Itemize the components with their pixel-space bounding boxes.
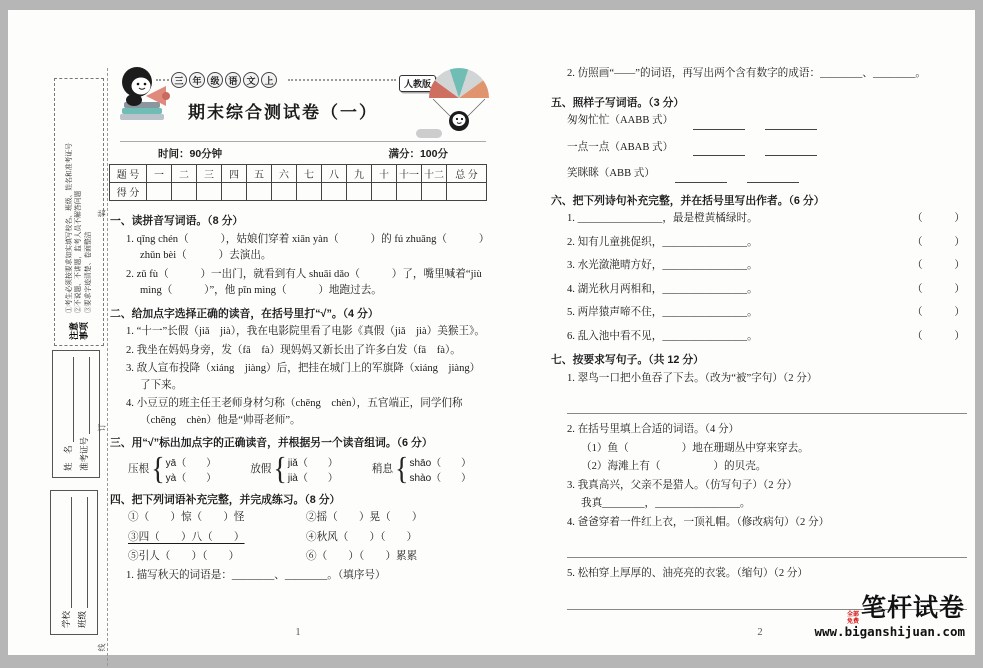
score-cell — [222, 183, 247, 201]
score-cell — [397, 183, 422, 201]
notice-label: 注意事项 — [69, 321, 89, 340]
school-blank — [63, 497, 72, 608]
binding-char: 订 — [97, 423, 107, 432]
brand-row — [814, 588, 965, 626]
section-1-title: 一、读拼音写词语。（8 分） — [110, 215, 244, 227]
poem-text: 4. 湖光秋月两相和，________________。 — [567, 283, 758, 295]
score-col-header: 三 — [197, 165, 222, 183]
exam-no-label: 准考证号 — [79, 436, 90, 471]
question-line: 1. 翠鸟一口把小鱼吞了下去。（改为“被”字句）（2 分） — [567, 372, 818, 384]
score-col-header: 总 分 — [447, 165, 487, 183]
pinyin-option: yā（ ） — [165, 457, 217, 469]
brand-name: 笔杆试卷 — [860, 594, 965, 622]
base-word: 放假 — [250, 464, 272, 476]
question-line: 2. 我坐在妈妈身旁，发（fā fà）现妈妈又新长出了许多白发（fā fà）。 — [126, 344, 461, 356]
score-cell — [197, 183, 222, 201]
score-table — [109, 164, 487, 201]
pinyin-option: shào（ ） — [409, 472, 472, 484]
grade-bubble: 语 — [225, 72, 241, 88]
brand-logo — [814, 588, 965, 639]
question-line: 2. 仿照画“——”的词语，再写出两个含有数字的成语：________、________。 — [567, 68, 926, 79]
notice-item: ③要求字迹清楚、卷面整洁 — [84, 231, 92, 313]
grade-bubble: 年 — [189, 72, 205, 88]
score-row-label: 得 分 — [110, 183, 147, 201]
pattern-example: 笑眯眯（ABB 式） — [567, 168, 655, 179]
page-number: 1 — [295, 627, 301, 638]
word-item: ①（ ）惊（ ）怪 — [128, 512, 245, 523]
grade-bubble: 级 — [207, 72, 223, 88]
score-col-header: 二 — [172, 165, 197, 183]
header-rule — [120, 141, 486, 142]
score-cell — [247, 183, 272, 201]
score-col-header: 八 — [322, 165, 347, 183]
score-col-header: 九 — [347, 165, 372, 183]
pinyin-option: jiǎ（ ） — [287, 457, 338, 469]
author-bracket: （ ） — [912, 330, 965, 342]
pattern-word-row — [567, 140, 969, 157]
sub-question-line: （2）海滩上有（ ）的贝壳。 — [581, 461, 767, 472]
word-item-underlined: ③四（ ）八（ ） — [128, 531, 245, 543]
answer-blank — [765, 143, 817, 156]
word-item: ⑥（ ）（ ）累累 — [306, 551, 418, 562]
question-line: 5. 松柏穿上厚厚的、油亮亮的衣裳。（缩句）（2 分） — [567, 568, 808, 579]
word-completion-grid — [128, 510, 486, 566]
poem-text: 6. 乱入池中看不见，________________。 — [567, 330, 758, 342]
question-line: 2. zǔ fù（ ）一出门，就看到有人 shuāi dǎo（ ）了，嘴里喊着“jiù mìng（ ）”，他 pīn mìng（ ）地跑过去。 — [126, 268, 482, 296]
answer-blank — [747, 170, 799, 183]
poem-text: 1. ________________，最是橙黄橘绿时。 — [567, 213, 758, 224]
question-line: 1. “十一”长假（jiǎ jià），我在电影院里看了电影《真假（jiǎ jià）美猴王》。 — [126, 326, 485, 337]
score-col-header: 一 — [147, 165, 172, 183]
section-2-title: 二、给加点字选择正确的读音，在括号里打“√”。（4 分） — [110, 307, 379, 320]
dotted-connector — [156, 79, 169, 81]
question-line: 4. 小豆豆的班主任王老师身材匀称（chēng chèn），五官端正，同学们称（chēng chèn）他是“帅哥老师”。 — [126, 398, 463, 426]
page-number: 2 — [757, 627, 763, 638]
score-col-header: 十一 — [397, 165, 422, 183]
paper-sheet — [8, 10, 975, 655]
page-2 — [549, 62, 971, 652]
pattern-word-row — [567, 113, 969, 130]
edition-badge: 人教版 — [399, 75, 436, 92]
exam-title: 期末综合测试卷（一） — [188, 103, 378, 122]
poem-line — [567, 329, 965, 346]
question-line: 1. qīng chén（ ），姑娘们穿着 xiān yàn（ ）的 fú zhuāng（ ）zhǔn bèi（ ）去演出。 — [126, 233, 485, 261]
school-field — [60, 497, 72, 628]
class-field — [76, 497, 88, 628]
word-item: ②摇（ ）晃（ ） — [306, 512, 423, 523]
question-line: 3. 我真高兴，父亲不是猎人。（仿写句子）（2 分） — [567, 479, 798, 491]
poem-line — [567, 282, 965, 299]
notice-items — [65, 143, 94, 313]
pinyin-option: yà（ ） — [165, 472, 217, 484]
binding-char: 线 — [97, 643, 107, 652]
poem-line — [567, 305, 965, 322]
score-cell — [347, 183, 372, 201]
section-7-title: 七、按要求写句子。（共 12 分） — [551, 354, 704, 366]
student-name-inner — [52, 350, 100, 478]
school-box — [50, 490, 98, 635]
answer-blank — [693, 117, 745, 130]
brand-url: www.biganshijuan.com — [814, 624, 965, 639]
word-item: ⑤引人（ ）（ ） — [128, 551, 240, 562]
score-cell — [447, 183, 487, 201]
page-2-content — [549, 62, 971, 610]
megaphone-mascot-icon — [110, 62, 170, 128]
pinyin-group — [128, 451, 217, 488]
question-line: 1. 描写秋天的词语是：________、________。（填序号） — [126, 569, 386, 581]
score-cell — [147, 183, 172, 201]
time-score-row — [108, 142, 488, 164]
poem-text: 2. 知有儿童挑促织，________________。 — [567, 236, 758, 248]
pattern-example: 一点一点（ABAB 式） — [567, 141, 674, 153]
question-line: 3. 敌人宣布投降（xiáng jiàng）后，把挂在城门上的军旗降（xiáng jiàng）了下来。 — [126, 363, 481, 391]
score-cell — [372, 183, 397, 201]
author-bracket: （ ） — [912, 213, 965, 224]
brace-glyph: { — [151, 451, 165, 488]
poem-text: 5. 两岸猿声啼不住，________________。 — [567, 307, 758, 318]
answer-blank — [693, 143, 745, 156]
poem-line — [567, 258, 965, 275]
pinyin-options — [410, 456, 472, 486]
score-entry-row — [110, 183, 487, 201]
section-6-title: 六、把下列诗句补充完整，并在括号里写出作者。（6 分） — [551, 194, 825, 207]
brace-glyph: { — [395, 451, 409, 488]
base-word: 压根 — [128, 464, 150, 476]
answer-rule — [567, 557, 967, 558]
dotted-connector — [288, 79, 396, 81]
full-score: 满分：100分 — [388, 148, 448, 160]
notice-item: ①考生必须按要求如实填写校名、班级、姓名和准考证号 — [65, 143, 73, 313]
grade-bubble: 三 — [171, 72, 187, 88]
name-field — [62, 357, 74, 471]
score-col-header: 五 — [247, 165, 272, 183]
author-bracket: （ ） — [912, 236, 965, 248]
score-cell — [297, 183, 322, 201]
parachute-mascot-icon — [426, 66, 492, 134]
pinyin-choice-row — [128, 451, 486, 488]
cloud-decoration — [416, 129, 442, 138]
score-cell — [172, 183, 197, 201]
brace-glyph: { — [273, 451, 287, 488]
notice-item: ②不说题、不讲题，监考人员不解答问题 — [75, 190, 83, 313]
score-col-header: 四 — [222, 165, 247, 183]
pinyin-option: jià（ ） — [287, 472, 338, 484]
poem-line — [567, 211, 965, 228]
score-cell — [422, 183, 447, 201]
pinyin-group — [250, 451, 338, 488]
section-4-title: 四、把下列词语补充完整，并完成练习。（8 分） — [110, 493, 341, 506]
score-col-header: 十二 — [422, 165, 447, 183]
exam-no-blank — [81, 357, 90, 434]
school-box-inner — [50, 490, 98, 635]
page-1-content — [108, 201, 488, 584]
score-col-header: 六 — [272, 165, 297, 183]
pattern-word-row — [567, 166, 969, 183]
author-bracket: （ ） — [912, 283, 965, 295]
answer-blank — [675, 170, 727, 183]
section-5-title: 五、照样子写词语。（3 分） — [551, 96, 685, 109]
score-cell — [322, 183, 347, 201]
grade-bubble: 上 — [261, 72, 277, 88]
grade-title-bubbles — [171, 72, 277, 88]
poem-text: 3. 水光潋滟晴方好，________________。 — [567, 260, 758, 271]
sub-question-line: 我真________，________________。 — [581, 498, 751, 509]
class-label: 班级 — [77, 610, 88, 628]
pattern-example: 匆匆忙忙（AABB 式） — [567, 115, 674, 126]
author-bracket: （ ） — [912, 260, 965, 271]
author-bracket: （ ） — [912, 307, 965, 318]
section-3-title: 三、用“√”标出加点字的正确读音，并根据另一个读音组词。（6 分） — [110, 437, 433, 449]
answer-rule — [567, 413, 967, 414]
score-header-row — [110, 165, 487, 183]
class-blank — [79, 497, 88, 608]
binding-char: 装 — [97, 209, 107, 218]
time-limit: 时间：90分钟 — [158, 148, 223, 160]
answer-blank — [765, 117, 817, 130]
pinyin-options — [166, 456, 217, 486]
base-word: 稍息 — [371, 464, 394, 476]
exam-no-field — [78, 357, 90, 471]
grade-bubble: 文 — [243, 72, 259, 88]
brand-tagline: 全部免费 — [846, 612, 859, 625]
question-line: 4. 爸爸穿着一件红上衣，一顶礼帽。（修改病句）（2 分） — [567, 516, 830, 528]
sub-question-line: （1）鱼（ ）地在珊瑚丛中穿来穿去。 — [581, 442, 809, 454]
student-name-box — [52, 350, 100, 478]
school-label: 学校 — [60, 610, 71, 628]
word-item: ④秋风（ ）（ ） — [306, 531, 418, 543]
page-1 — [108, 62, 488, 652]
score-cell — [272, 183, 297, 201]
score-col-header: 七 — [297, 165, 322, 183]
pinyin-options — [288, 456, 338, 486]
name-label: 姓 名 — [62, 445, 73, 471]
pinyin-option: shāo（ ） — [409, 457, 472, 469]
poem-line — [567, 235, 965, 252]
pinyin-group — [371, 451, 472, 488]
score-col-header: 题 号 — [110, 165, 147, 183]
score-col-header: 十 — [372, 165, 397, 183]
question-line: 2. 在括号里填上合适的词语。（4 分） — [567, 424, 740, 435]
header-banner — [108, 62, 488, 142]
name-blank — [65, 357, 74, 442]
